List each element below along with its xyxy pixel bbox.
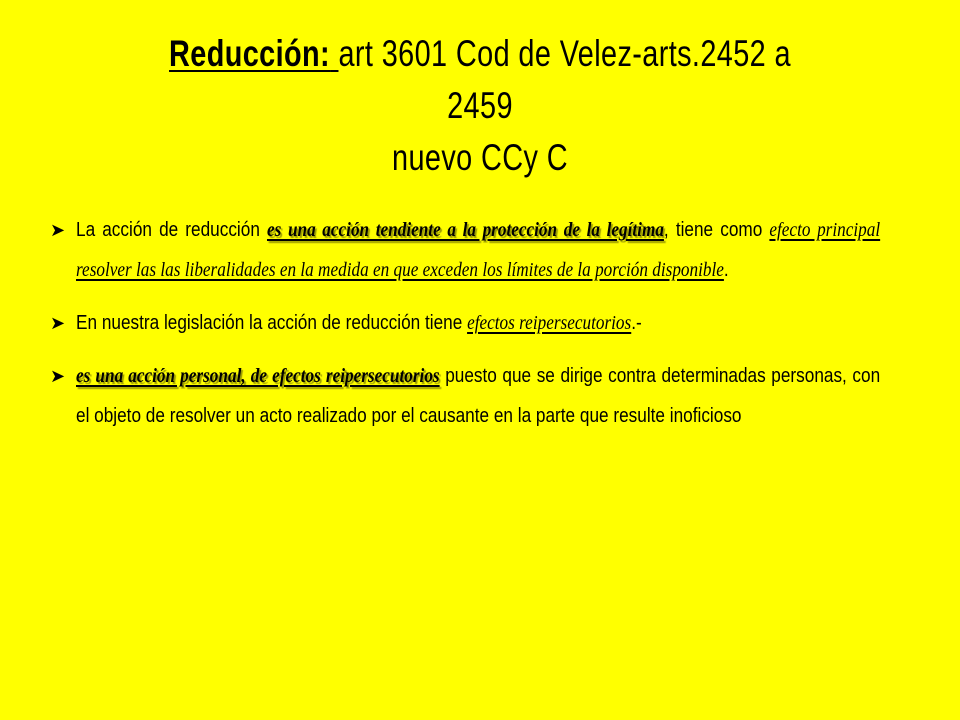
underlined-italic-text: efecto principal resolver las las liberalidades en la medida en que exceden los límites de la porción disponible: [76, 219, 881, 281]
title-lead: Reducción:: [169, 33, 331, 74]
arrow-bullet-icon: ➤: [50, 313, 66, 333]
bullet-item-2: ➤ En nuestra legislación la acción de reducción tiene efectos reipersecutorios.-: [76, 303, 880, 343]
bullet-item-3: ➤ es una acción personal, de efectos reipersecutorios puesto que se dirige contra determinadas personas, con el objeto de resolver un acto realizado por el causante en la parte que resulte inoficioso: [76, 356, 880, 436]
title-rest: art 3601 Cod de Velez-arts.2452 a 2459: [338, 33, 791, 126]
slide-title: [137, 28, 823, 184]
title-line-1: [137, 28, 823, 132]
arrow-bullet-icon: ➤: [50, 366, 66, 386]
underlined-italic-text: efectos reipersecutorios: [467, 312, 632, 334]
emphasis-text: es una acción tendiente a la protección de la legítima: [266, 219, 664, 241]
arrow-bullet-icon: ➤: [50, 220, 66, 240]
bullet-item-1: ➤ La acción de reducción es una acción tendiente a la protección de la legítima, tiene como efecto principal resolver las las liberalidades en la medida en que exceden los límites de la porción disponible.: [76, 210, 880, 290]
emphasis-text: es una acción personal, de efectos reipersecutorios: [76, 365, 440, 387]
title-line-2: nuevo CCy C: [392, 137, 568, 178]
bullet-list: [50, 210, 881, 449]
